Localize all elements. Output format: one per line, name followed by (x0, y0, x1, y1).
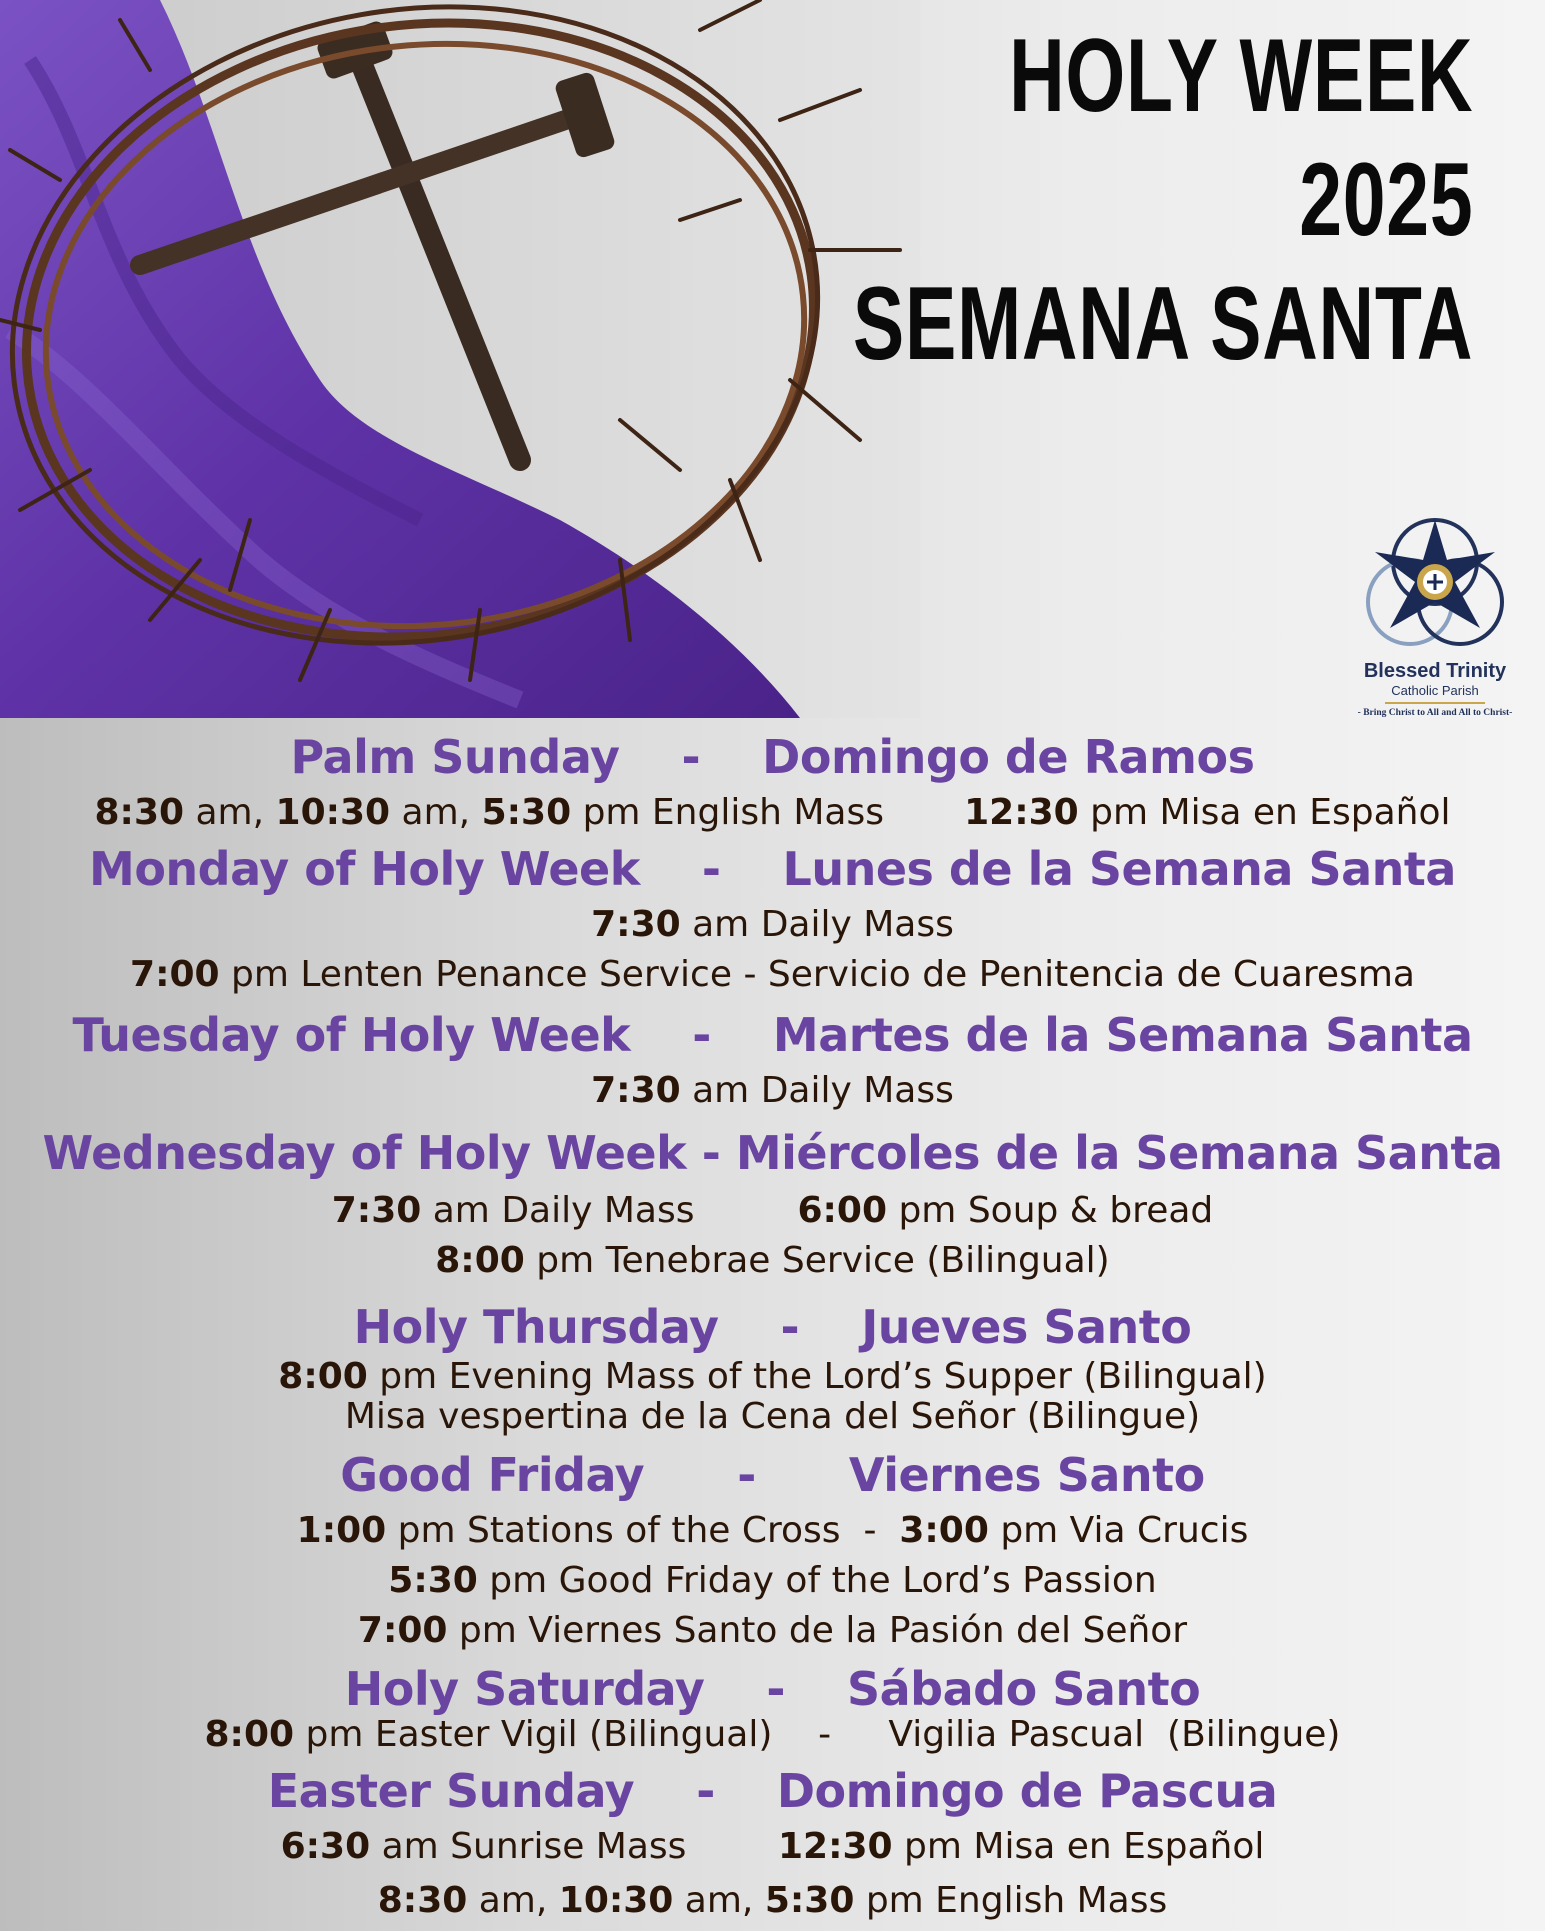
friday-line-3 (0, 1610, 1545, 1651)
time-value: 1:00 (296, 1510, 387, 1551)
time-value: 5:30 (388, 1560, 478, 1601)
event-text: pm English Mass (571, 792, 965, 833)
time-value: 10:30 (275, 792, 391, 833)
title-line-1: HOLY WEEK (1008, 18, 1473, 134)
time-value: 10:30 (558, 1880, 674, 1921)
easter-heading: Easter Sunday - Domingo de Pascua (267, 1764, 1278, 1818)
monday-heading: Monday of Holy Week - Lunes de la Semana Santa (89, 842, 1456, 896)
time-value: 8:00 (204, 1714, 295, 1755)
event-text: pm Misa en Español (892, 1826, 1265, 1867)
monday-line-2 (0, 954, 1545, 995)
saturday-heading: Holy Saturday - Sábado Santo (344, 1662, 1201, 1716)
time-value: 8:30 (377, 1880, 468, 1921)
time-value: 8:00 (435, 1240, 525, 1281)
logo-divider (1385, 702, 1485, 704)
logo-name: Blessed Trinity (1363, 660, 1507, 682)
wednesday-heading: Wednesday of Holy Week - Miércoles de la Semana Santa (42, 1126, 1503, 1180)
thursday-line-2: Misa vespertina de la Cena del Señor (Bilingue) (344, 1396, 1201, 1437)
event-text: am Daily Mass (680, 904, 954, 945)
thursday-heading: Holy Thursday - Jueves Santo (353, 1300, 1192, 1354)
trinity-star-icon (1355, 510, 1515, 660)
event-text: pm Good Friday of the Lord’s Passion (477, 1560, 1157, 1601)
time-value: 7:30 (591, 1070, 681, 1111)
event-text: am, (184, 792, 276, 833)
event-text: pm Evening Mass of the Lord’s Supper (Bilingual) (367, 1356, 1267, 1397)
event-text: pm Stations of the Cross - (386, 1510, 900, 1551)
time-value: 6:30 (280, 1826, 371, 1867)
time-value: 5:30 (764, 1880, 855, 1921)
crown-of-thorns-and-nails-image (0, 0, 920, 718)
time-value: 6:00 (797, 1190, 888, 1231)
event-text: pm Misa en Español (1078, 792, 1451, 833)
parish-logo (1355, 510, 1525, 725)
time-value: 5:30 (481, 792, 572, 833)
event-text: pm Lenten Penance Service - Servicio de Penitencia de Cuaresma (219, 954, 1415, 995)
tuesday-line-1 (0, 1070, 1545, 1111)
event-text: pm Soup & bread (887, 1190, 1214, 1231)
time-value: 3:00 (899, 1510, 989, 1551)
event-text: am Daily Mass (421, 1190, 798, 1231)
saturday-line-1 (0, 1714, 1545, 1755)
event-text: am, (390, 792, 482, 833)
time-value: 7:00 (357, 1610, 448, 1651)
event-text: pm Viernes Santo de la Pasión del Señor (447, 1610, 1188, 1651)
logo-subtitle: Catholic Parish (1391, 683, 1479, 698)
event-text: pm Tenebrae Service (Bilingual) (524, 1240, 1110, 1281)
event-text: pm Easter Vigil (Bilingual) - Vigilia Pascual (Bilingue) (294, 1714, 1341, 1755)
event-text: am, (467, 1880, 559, 1921)
wednesday-line-1 (0, 1190, 1545, 1231)
thursday-line-1 (0, 1356, 1545, 1397)
event-text: am Daily Mass (680, 1070, 954, 1111)
title-line-2: 2025 (1298, 142, 1473, 258)
wednesday-line-2 (0, 1240, 1545, 1281)
friday-heading: Good Friday - Viernes Santo (340, 1448, 1205, 1502)
time-value: 7:30 (331, 1190, 422, 1231)
friday-line-1 (0, 1510, 1545, 1551)
time-value: 7:00 (130, 954, 220, 995)
event-text: pm English Mass (854, 1880, 1168, 1921)
event-text: am, (673, 1880, 765, 1921)
time-value: 7:30 (591, 904, 681, 945)
event-text: pm Via Crucis (988, 1510, 1249, 1551)
logo-tagline: - Bring Christ to All and All to Christ- (1357, 708, 1513, 718)
time-value: 12:30 (964, 792, 1079, 833)
monday-line-1 (0, 904, 1545, 945)
time-value: 8:00 (278, 1356, 368, 1397)
title-line-3: SEMANA SANTA (852, 266, 1473, 382)
palm-sunday-times (0, 792, 1545, 833)
friday-line-2 (0, 1560, 1545, 1601)
easter-line-2 (0, 1880, 1545, 1921)
palm-sunday-heading: Palm Sunday - Domingo de Ramos (290, 730, 1255, 784)
easter-line-1 (0, 1826, 1545, 1867)
time-value: 12:30 (778, 1826, 893, 1867)
hero-banner (0, 0, 1545, 718)
time-value: 8:30 (94, 792, 185, 833)
event-text: am Sunrise Mass (370, 1826, 778, 1867)
tuesday-heading: Tuesday of Holy Week - Martes de la Semana Santa (72, 1008, 1473, 1062)
